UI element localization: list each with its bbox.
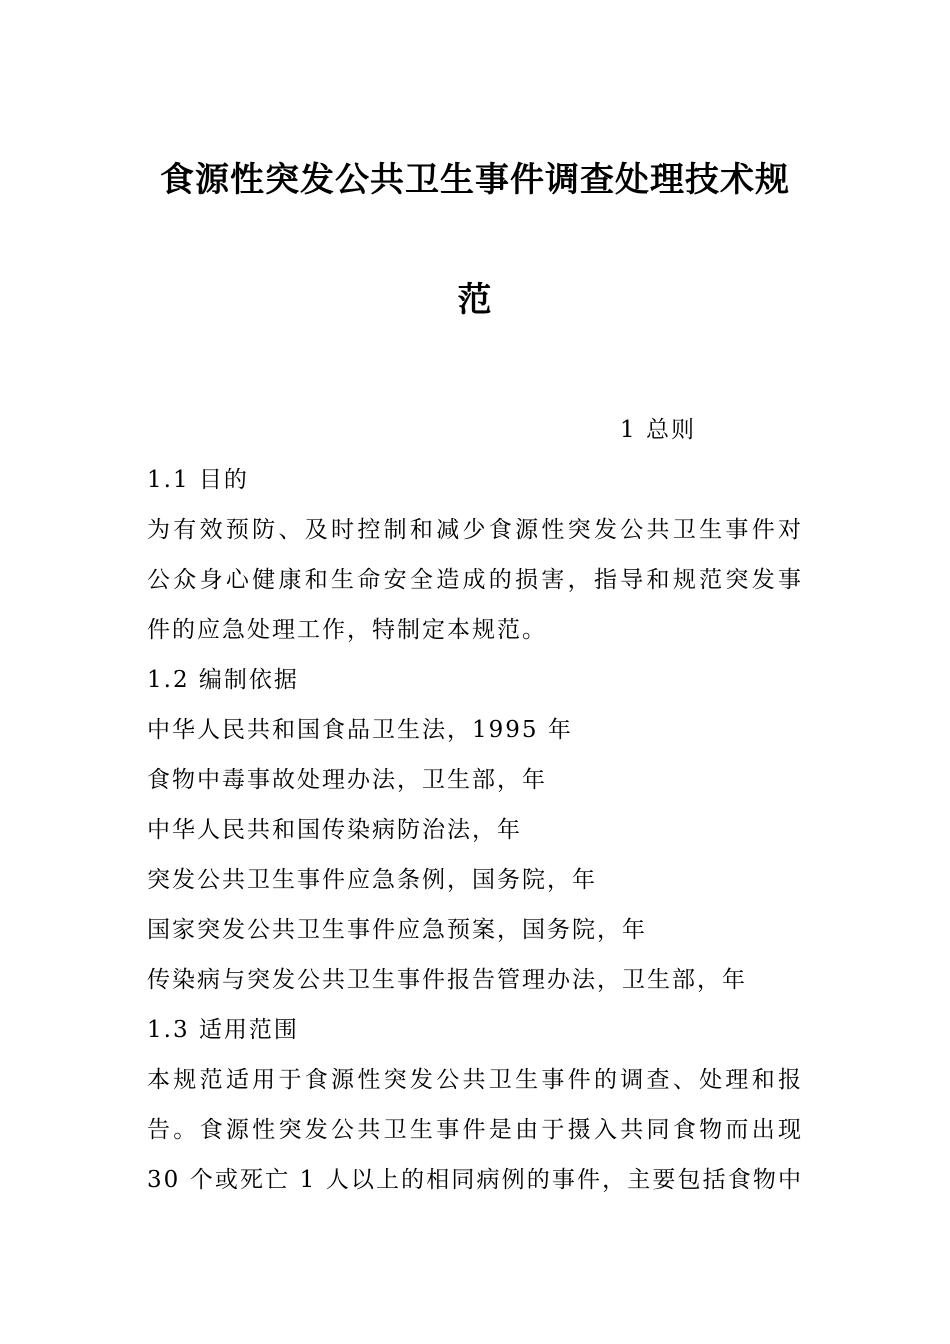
paragraph-line: 告。食源性突发公共卫生事件是由于摄入共同食物而出现: [147, 1117, 803, 1143]
chapter-heading: 1 总则: [620, 417, 696, 443]
section-heading-1-2: 1.2 编制依据: [147, 667, 299, 693]
section-heading-1-3: 1.3 适用范围: [147, 1017, 299, 1043]
paragraph-line: 公众身心健康和生命安全造成的损害，指导和规范突发事: [147, 567, 803, 593]
reference-item: 突发公共卫生事件应急条例，国务院，年: [147, 867, 597, 893]
reference-item: 中华人民共和国食品卫生法，1995 年: [147, 717, 573, 743]
reference-item: 传染病与突发公共卫生事件报告管理办法，卫生部，年: [147, 967, 747, 993]
paragraph-line: 为有效预防、及时控制和减少食源性突发公共卫生事件对: [147, 517, 803, 543]
paragraph-line: 件的应急处理工作，特制定本规范。: [147, 617, 547, 643]
reference-item: 中华人民共和国传染病防治法，年: [147, 817, 522, 843]
section-heading-1-1: 1.1 目的: [147, 467, 249, 493]
document-title-line-1: 食源性突发公共卫生事件调查处理技术规: [160, 160, 790, 200]
paragraph-line: 30 个或死亡 1 人以上的相同病例的事件，主要包括食物中: [147, 1167, 803, 1193]
reference-item: 国家突发公共卫生事件应急预案，国务院，年: [147, 917, 647, 943]
document-title-line-2: 范: [457, 280, 493, 320]
reference-item: 食物中毒事故处理办法，卫生部，年: [147, 767, 547, 793]
paragraph-line: 本规范适用于食源性突发公共卫生事件的调查、处理和报: [147, 1067, 803, 1093]
